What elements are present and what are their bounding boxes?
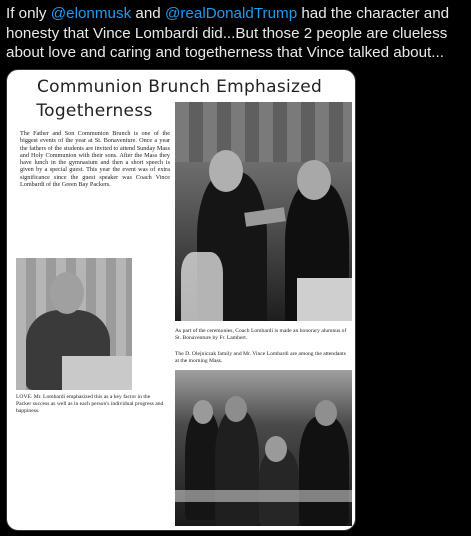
post-text: [6, 4, 468, 63]
caption-honorary-alumnus: As part of the ceremonies, Coach Lombardi is made an honorary alumnus of St. Bonaventure by Fr. Lambert.: [175, 328, 347, 341]
mention-realdonaldtrump[interactable]: @realDonaldTrump: [164, 5, 298, 22]
post-text-part-2: and: [131, 5, 165, 22]
caption-family-mass: The D. Olejniczak family and Mr. Vince Lombardi are among the attendants at the morning Mass.: [175, 351, 346, 364]
post-text-part-1: If only: [6, 5, 51, 22]
article-title-line-1: Communion Brunch Emphasized: [37, 77, 323, 97]
mention-elonmusk[interactable]: @elonmusk: [50, 5, 132, 22]
article-body: The Father and Son Communion Brunch is one of the biggest events of the year at St. Bonaventure. Once a year the fathers of the students are invited to attend Sunday Mass and Holy Communion with their sons. After the Mass they have lunch in the gymnasium and then a short speech is given by a special guest. This year the event was of extra significance since the guest speaker was Coach Vince Lombardi of the Green Bay Packers.: [20, 130, 170, 189]
photo-lombardi-speech: [16, 258, 132, 390]
article-title-line-2: Togetherness: [36, 101, 153, 121]
photo-morning-mass-attendants: [175, 370, 352, 526]
post-text-part-3: had the character and honesty that Vince Lombardi did...But those 2 people are clueless about love and caring and togetherness that Vince talked about...: [6, 5, 450, 61]
caption-love: LOVE. Mr. Lombardi emphasized this as a key factor in the Packer success as well as in each person's individual progress and happiness.: [16, 394, 164, 414]
photo-lombardi-honorary-alumnus: [175, 102, 352, 321]
attached-image[interactable]: [6, 69, 356, 531]
